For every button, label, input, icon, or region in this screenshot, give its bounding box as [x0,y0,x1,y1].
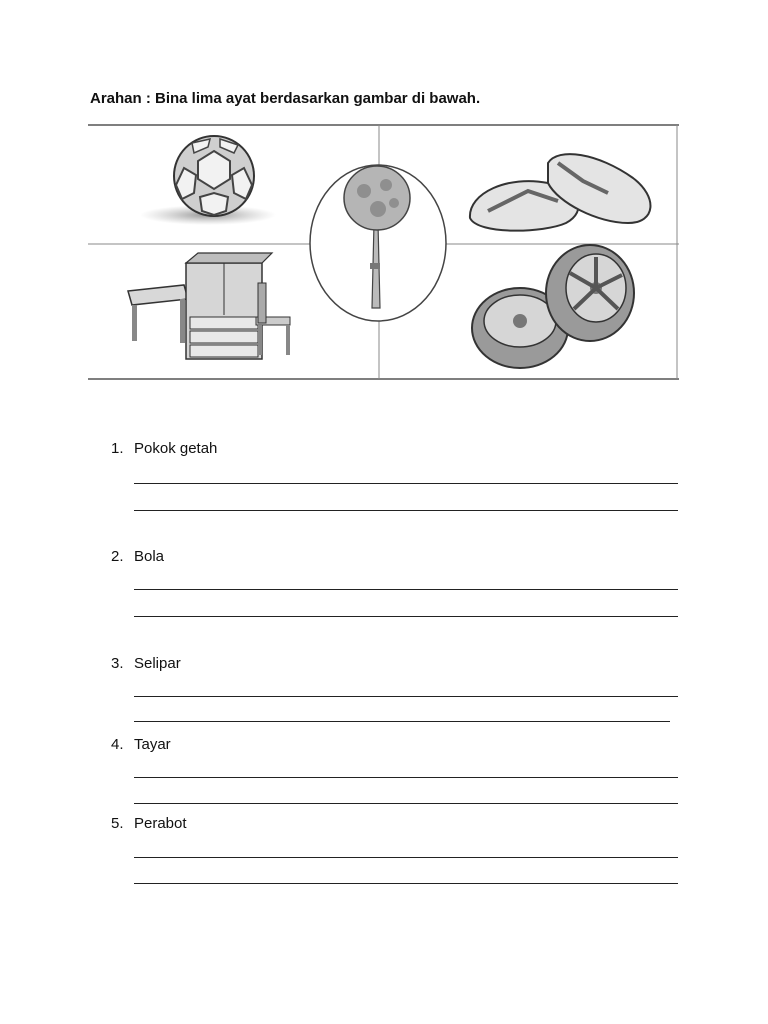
question-label: Tayar [134,736,171,753]
answer-line-5b[interactable] [134,883,678,884]
question-number: 4. [111,736,124,753]
question-3 [111,655,181,672]
answer-line-5a[interactable] [134,857,678,858]
question-1 [111,440,217,457]
answer-line-1a[interactable] [134,483,678,484]
picture-panel [88,123,679,381]
question-4 [111,736,171,753]
question-2 [111,548,164,565]
question-number: 5. [111,815,124,832]
instruction-heading: Arahan : Bina lima ayat berdasarkan gambar di bawah. [90,90,481,107]
slippers-picture [470,154,651,231]
question-5 [111,815,187,832]
question-number: 3. [111,655,124,672]
question-label: Bola [134,548,165,565]
rubber-tree-picture [310,165,446,321]
answer-line-3b[interactable] [134,721,670,722]
question-label: Pokok getah [134,440,218,457]
answer-line-2b[interactable] [134,616,678,617]
tyres-picture [472,245,634,368]
answer-line-1b[interactable] [134,510,678,511]
furniture-picture [128,253,290,359]
answer-line-3a[interactable] [134,696,678,697]
ball-picture [140,136,276,225]
answer-line-4a[interactable] [134,777,678,778]
question-number: 1. [111,440,124,457]
question-label: Perabot [134,815,187,832]
answer-line-2a[interactable] [134,589,678,590]
question-number: 2. [111,548,124,565]
answer-line-4b[interactable] [134,803,678,804]
question-label: Selipar [134,655,181,672]
